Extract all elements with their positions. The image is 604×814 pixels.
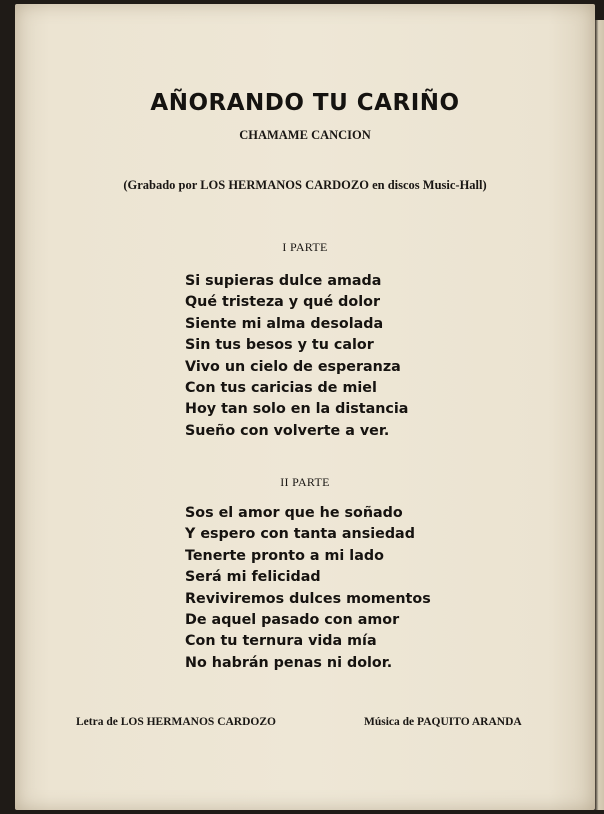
verse-line: Hoy tan solo en la distancia <box>185 401 409 418</box>
part-1-verse <box>185 271 475 442</box>
recording-note: (Grabado por LOS HERMANOS CARDOZO en discos Music-Hall) <box>123 178 487 192</box>
song-title: AÑORANDO TU CARIÑO <box>150 90 460 116</box>
verse-line: Siente mi alma desolada <box>185 315 384 332</box>
part-1-heading: I PARTE <box>282 240 328 254</box>
verse-line: Qué tristeza y qué dolor <box>185 294 380 311</box>
verse-line: Será mi felicidad <box>185 569 321 586</box>
verse-line: Sin tus besos y tu calor <box>185 337 374 354</box>
verse-line: De aquel pasado con amor <box>185 611 400 628</box>
music-credit: Música de PAQUITO ARANDA <box>364 716 522 728</box>
lyrics-credit: Letra de LOS HERMANOS CARDOZO <box>76 716 276 728</box>
page-edge <box>595 20 604 810</box>
verse-line: Sos el amor que he soñado <box>185 505 403 521</box>
verse-line: Y espero con tanta ansiedad <box>185 526 415 543</box>
verse-line: Vivo un cielo de esperanza <box>185 358 401 375</box>
verse-line: Tenerte pronto a mi lado <box>185 547 384 564</box>
verse-line: Con tu ternura vida mía <box>185 633 377 650</box>
verse-line: Sueño con volverte a ver. <box>185 422 390 439</box>
verse-line: Reviviremos dulces momentos <box>185 590 431 607</box>
verse-line: Con tus caricias de miel <box>185 379 377 396</box>
song-genre: CHAMAME CANCION <box>239 128 371 142</box>
part-2-verse <box>185 503 475 674</box>
verse-line: No habrán penas ni dolor. <box>185 654 393 671</box>
verse-line: Si supieras dulce amada <box>185 273 382 289</box>
part-2-heading: II PARTE <box>280 475 330 489</box>
